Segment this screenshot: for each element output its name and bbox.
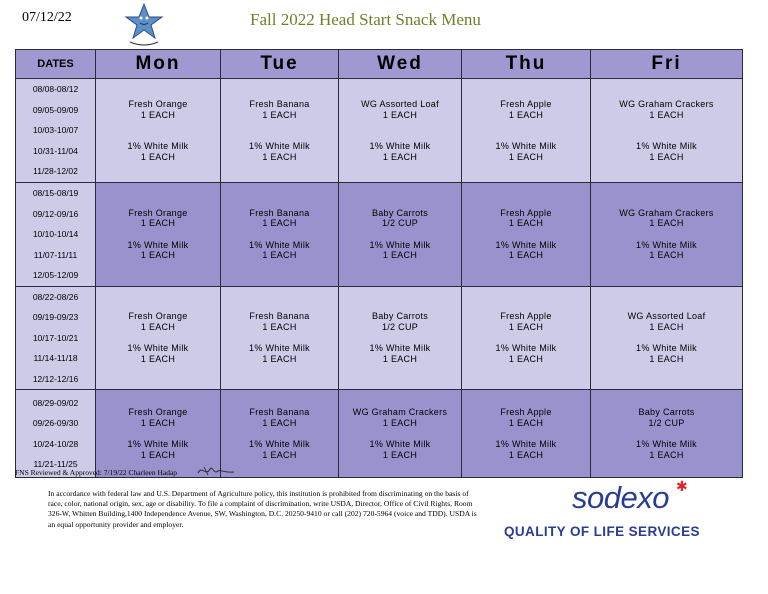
milk-qty: 1 EACH (649, 151, 684, 162)
fns-approval: FNS Reviewed & Approved: 7/19/22 Charleen Hadap (15, 468, 178, 477)
snack-qty: 1/2 CUP (381, 321, 419, 332)
star-mascot-icon (124, 2, 164, 48)
menu-cell (96, 79, 221, 183)
date-range: 11/28-12/02 (33, 166, 78, 177)
snack-qty: 1 EACH (508, 218, 544, 229)
date-range: 12/12-12/16 (32, 373, 79, 384)
menu-cell (591, 390, 743, 478)
menu-cell (96, 183, 221, 287)
milk-qty: 1 EACH (508, 151, 544, 162)
menu-cell (462, 79, 591, 183)
milk-item: 1% White Milk (636, 141, 697, 151)
snack-qty: 1 EACH (140, 417, 176, 428)
snack-qty: 1 EACH (508, 417, 544, 428)
snack-item: Fresh Banana (249, 99, 310, 109)
menu-cell (339, 286, 462, 390)
milk-qty: 1 EACH (262, 449, 297, 460)
snack-item: Fresh Banana (249, 207, 310, 218)
snack-item: WG Assorted Loaf (361, 99, 439, 109)
milk-qty: 1 EACH (508, 449, 544, 460)
snack-item: Fresh Orange (128, 207, 188, 218)
snack-qty: 1 EACH (508, 321, 544, 332)
snack-item: Fresh Orange (128, 407, 188, 417)
table-row (16, 183, 743, 287)
milk-qty: 1 EACH (262, 151, 297, 162)
snack-item: Fresh Banana (249, 311, 310, 322)
date-range: 08/29-09/02 (32, 397, 79, 408)
day-header-wed: Wed (339, 50, 462, 79)
milk-item: 1% White Milk (127, 141, 189, 151)
menu-cell (221, 390, 339, 478)
dates-cell (16, 286, 96, 390)
milk-item: 1% White Milk (636, 439, 697, 449)
menu-cell (462, 390, 591, 478)
day-header-mon: Mon (96, 50, 221, 79)
milk-qty: 1 EACH (508, 353, 544, 364)
snack-qty: 1/2 CUP (381, 218, 419, 229)
day-header-thu: Thu (462, 50, 591, 79)
snack-item: Fresh Apple (500, 407, 552, 417)
milk-item: 1% White Milk (127, 239, 189, 250)
milk-item: 1% White Milk (369, 439, 431, 449)
page-title: Fall 2022 Head Start Snack Menu (250, 10, 481, 29)
date-range: 09/05-09/09 (32, 104, 79, 115)
snack-qty: 1 EACH (649, 218, 684, 229)
milk-item: 1% White Milk (127, 439, 189, 449)
milk-item: 1% White Milk (369, 343, 431, 354)
milk-qty: 1 EACH (140, 353, 176, 364)
logo-star-icon: ✱ (676, 478, 688, 494)
date-range: 12/05-12/09 (32, 270, 79, 280)
snack-qty: 1 EACH (262, 321, 297, 332)
menu-cell (462, 286, 591, 390)
dates-cell (16, 79, 96, 183)
milk-qty: 1 EACH (649, 250, 684, 261)
milk-qty: 1 EACH (140, 250, 176, 261)
menu-cell (339, 183, 462, 287)
day-header-fri: Fri (591, 50, 743, 79)
milk-item: 1% White Milk (636, 343, 697, 354)
milk-qty: 1 EACH (382, 151, 418, 162)
signature-icon (196, 463, 236, 479)
snack-qty: 1 EACH (140, 321, 176, 332)
menu-cell (96, 286, 221, 390)
snack-item: Baby Carrots (371, 207, 429, 218)
milk-qty: 1 EACH (140, 151, 176, 162)
snack-item: Fresh Orange (128, 311, 188, 322)
milk-item: 1% White Milk (495, 141, 557, 151)
date-range: 10/17-10/21 (32, 332, 79, 343)
milk-qty: 1 EACH (649, 353, 684, 364)
date-range: 08/08-08/12 (32, 84, 79, 95)
menu-cell (221, 183, 339, 287)
snack-item: WG Assorted Loaf (627, 311, 706, 322)
date-range: 10/03-10/07 (32, 125, 79, 136)
milk-qty: 1 EACH (382, 449, 418, 460)
snack-item: Fresh Apple (500, 99, 552, 109)
dates-cell (16, 183, 96, 287)
snack-item: Fresh Apple (500, 311, 552, 322)
milk-qty: 1 EACH (649, 449, 684, 460)
milk-item: 1% White Milk (249, 343, 310, 354)
snack-qty: 1 EACH (649, 109, 684, 120)
sodexo-logo: sodexo (572, 480, 669, 515)
milk-item: 1% White Milk (495, 343, 557, 354)
snack-item: Baby Carrots (638, 407, 695, 417)
date-range: 09/19-09/23 (32, 312, 79, 322)
menu-cell (221, 286, 339, 390)
header-row (16, 50, 743, 79)
snack-qty: 1 EACH (140, 109, 176, 120)
milk-item: 1% White Milk (495, 439, 557, 449)
snack-qty: 1 EACH (262, 417, 297, 428)
date-range: 09/26-09/30 (32, 418, 79, 428)
dates-header: DATES (16, 50, 96, 79)
snack-item: WG Graham Crackers (352, 407, 448, 417)
table-row (16, 390, 743, 478)
milk-item: 1% White Milk (495, 239, 557, 250)
snack-item: WG Graham Crackers (619, 99, 714, 109)
milk-item: 1% White Milk (249, 141, 310, 151)
date-range: 08/22-08/26 (32, 291, 79, 302)
date-range: 11/21-11/25 (33, 459, 78, 469)
menu-cell (462, 183, 591, 287)
snack-qty: 1 EACH (140, 218, 176, 229)
snack-qty: 1 EACH (382, 417, 418, 428)
menu-cell (591, 286, 743, 390)
milk-qty: 1 EACH (382, 250, 418, 261)
snack-qty: 1 EACH (649, 321, 684, 332)
table-row (16, 286, 743, 390)
date-range: 09/12-09/16 (32, 208, 79, 219)
snack-item: WG Graham Crackers (619, 207, 714, 218)
menu-cell (339, 79, 462, 183)
snack-item: Baby Carrots (371, 311, 429, 322)
snack-qty: 1 EACH (508, 109, 544, 120)
snack-qty: 1 EACH (382, 109, 418, 120)
milk-item: 1% White Milk (249, 439, 310, 449)
snack-item: Fresh Apple (500, 207, 552, 218)
menu-date: 07/12/22 (22, 10, 72, 25)
milk-qty: 1 EACH (262, 353, 297, 364)
snack-item: Fresh Banana (249, 407, 310, 417)
menu-cell (591, 79, 743, 183)
table-row (16, 79, 743, 183)
milk-item: 1% White Milk (127, 343, 189, 354)
menu-cell (339, 390, 462, 478)
snack-item: Fresh Orange (128, 99, 188, 109)
sodexo-tagline: QUALITY OF LIFE SERVICES (504, 524, 700, 539)
milk-item: 1% White Milk (636, 239, 697, 250)
date-range: 10/24-10/28 (32, 438, 79, 449)
milk-qty: 1 EACH (382, 353, 418, 364)
menu-cell (221, 79, 339, 183)
milk-item: 1% White Milk (369, 141, 431, 151)
date-range: 10/31-11/04 (33, 145, 78, 156)
menu-cell (591, 183, 743, 287)
nondiscrimination-statement: In accordance with federal law and U.S. Department of Agriculture policy, this institution is prohibited from discriminating on the basis of race, color, national origin, sex, age or disability. To file a complaint of discrimination, write USDA, Director, Office of Civil Rights, Room 326-W, Whitten Building,1400 Independence Avenue, SW, Washington, D.C. 20250-9410 or call (202) 720-5964 (voice and TDD). USDA is an equal opportunity provider and employer. (48, 489, 477, 529)
snack-qty: 1/2 CUP (648, 417, 685, 428)
milk-item: 1% White Milk (369, 239, 431, 250)
day-header-tue: Tue (221, 50, 339, 79)
date-range: 10/10-10/14 (32, 229, 79, 239)
snack-menu-table (15, 49, 743, 478)
milk-item: 1% White Milk (249, 239, 310, 250)
date-range: 11/14-11/18 (33, 353, 78, 363)
dates-cell (16, 390, 96, 478)
date-range: 11/07-11/11 (33, 249, 78, 260)
date-range: 08/15-08/19 (32, 188, 79, 198)
milk-qty: 1 EACH (508, 250, 544, 261)
milk-qty: 1 EACH (140, 449, 176, 460)
snack-qty: 1 EACH (262, 109, 297, 120)
snack-qty: 1 EACH (262, 218, 297, 229)
milk-qty: 1 EACH (262, 250, 297, 261)
